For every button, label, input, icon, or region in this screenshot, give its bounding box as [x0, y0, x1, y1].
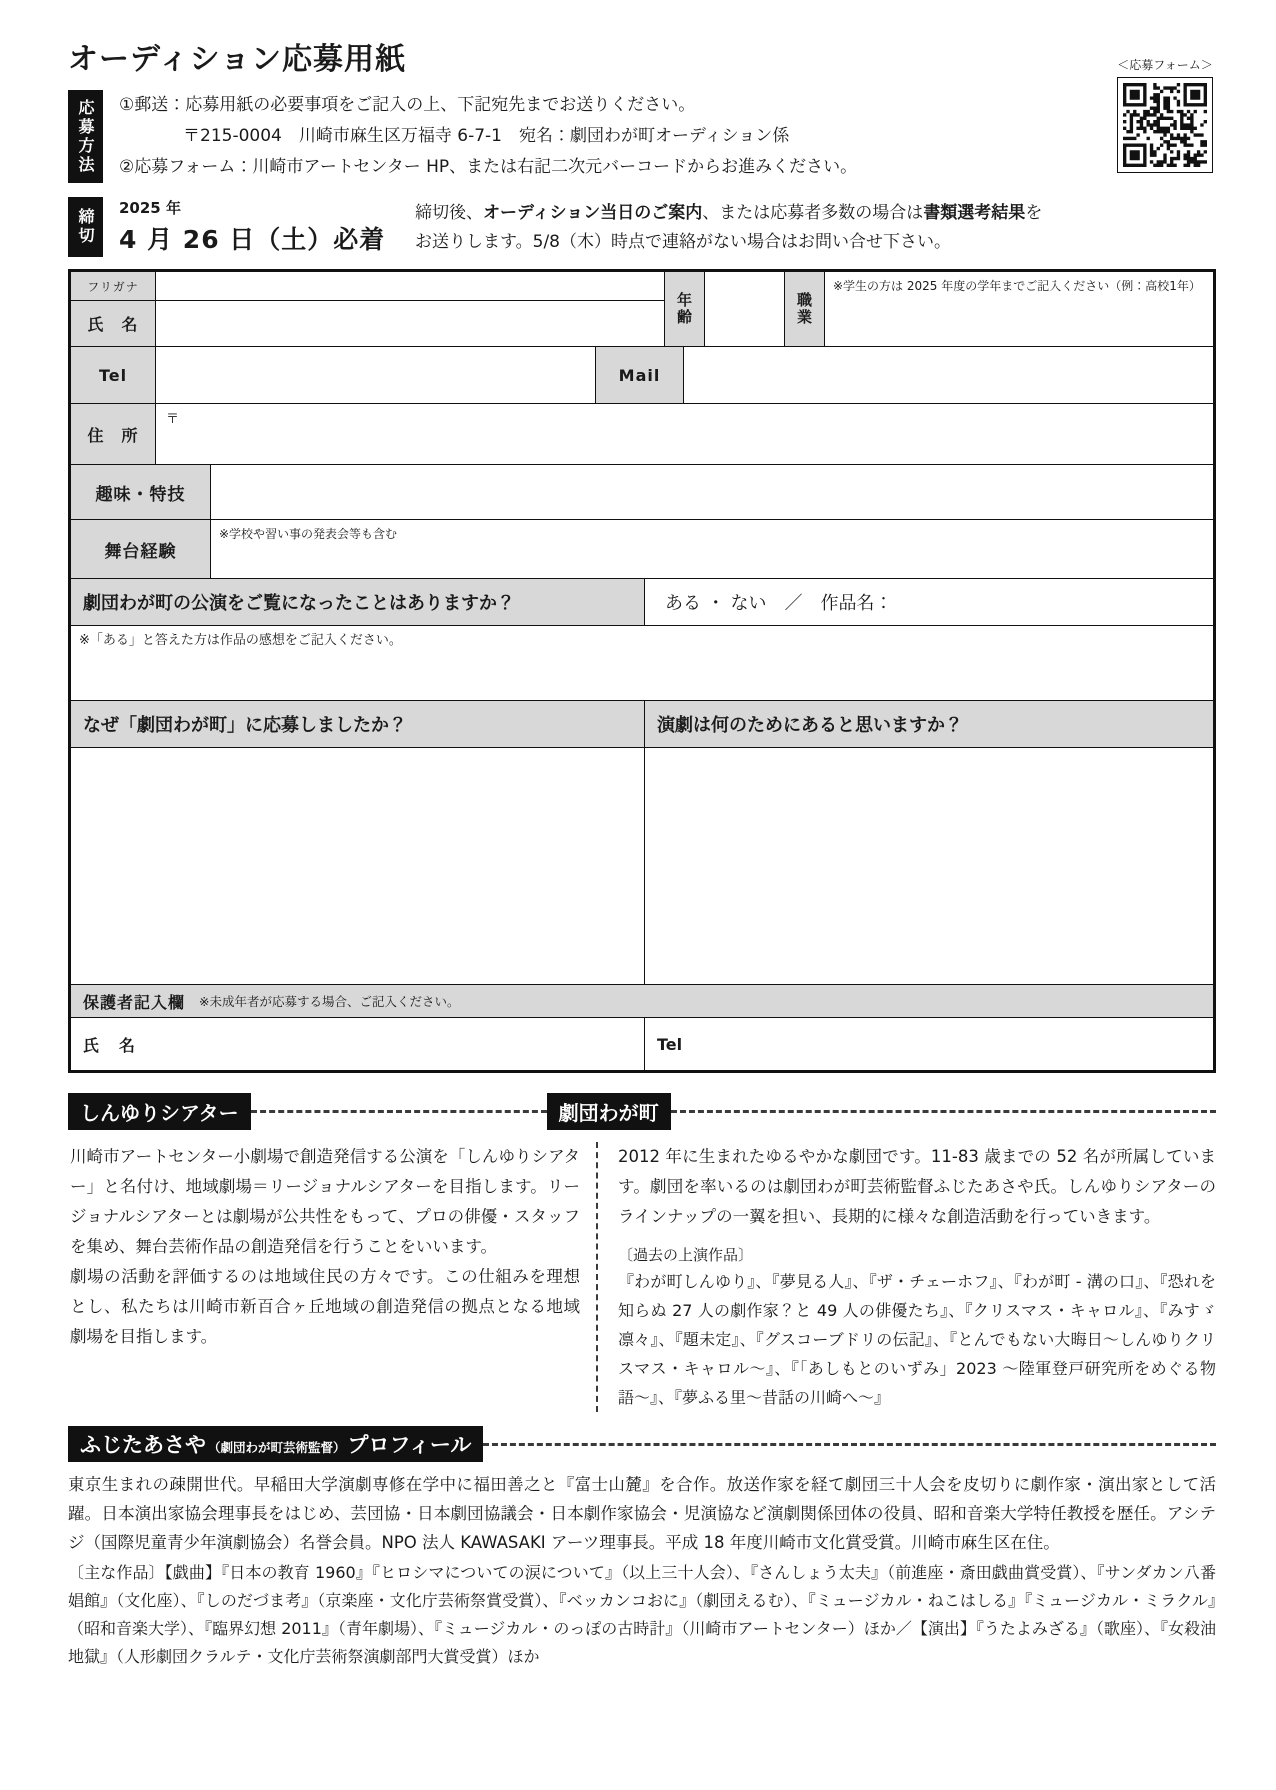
deadline-date-block	[119, 197, 415, 257]
dashed-line	[251, 1110, 547, 1113]
why-answer-area[interactable]	[71, 748, 645, 984]
stage-label: 舞台経験	[71, 520, 211, 578]
name-block	[71, 272, 665, 346]
deadline-note-post: を	[1025, 203, 1043, 223]
name-label: 氏 名	[71, 301, 156, 346]
wagamachi-column	[596, 1142, 1216, 1412]
mail-label: Mail	[596, 347, 684, 403]
deadline-note-line1	[415, 199, 1042, 228]
deadline-note-bold2: 書類選考結果	[923, 203, 1026, 223]
qr-frame	[1117, 77, 1213, 173]
qr-code-icon	[1123, 83, 1207, 167]
guardian-label: 保護者記入欄	[83, 992, 186, 1012]
tel-input-area[interactable]	[156, 347, 596, 403]
stage-note: ※学校や習い事の発表会等も含む	[219, 527, 398, 541]
row-guardian-header	[71, 985, 1213, 1018]
row-guardian-fields	[71, 1018, 1213, 1070]
theater-answer-area[interactable]	[645, 748, 1213, 984]
row-question-headers	[71, 701, 1213, 748]
dashed-line	[671, 1110, 1216, 1113]
shinyuri-body-2: 劇場の活動を評価するのは地域住民の方々です。この仕組みを理想とし、私たちは川崎市新百合ヶ丘地域の創造発信の拠点となる地域劇場を目指します。	[70, 1267, 580, 1346]
wagamachi-works-list: 『わが町しんゆり』、『夢見る人』、『ザ・チェーホフ』、『わが町 - 溝の口』、『恐れを知らぬ 27 人の劇作家？と 49 人の俳優たち』、『クリスマス・キャロル』、『みすゞ凛々』、『題未定』、『グスコーブドリの伝記』、『とんでもない大晦日〜しんゆりクリスマス・キャロル〜』、『「あしもとのいずみ」2023 〜陸軍登戸研究所をめぐる物語〜』、『夢ふる里〜昔話の川崎へ〜』	[618, 1272, 1216, 1407]
shinyuri-heading: しんゆりシアター	[68, 1093, 251, 1130]
stage-input-area[interactable]	[211, 520, 1213, 578]
deadline-date: 4 月 26 日（土）必着	[119, 225, 386, 254]
row-stage	[71, 520, 1213, 579]
shinyuri-body-1: 川崎市アートセンター小劇場で創造発信する公演を「しんゆりシアター」と名付け、地域劇場＝リージョナルシアターを目指します。リージョナルシアターとは劇場が公共性をもって、プロの俳優・スタッフを集め、舞台芸術作品の創造発信を行うことをいいます。	[70, 1147, 580, 1256]
profile-works: 〔主な作品〕【戯曲】『日本の教育 1960』『ヒロシマについての涙について』（以上三十人会）、『さんしょう太夫』（前進座・斎田戯曲賞受賞）、『サンダカン八番娼館』（文化座）、『しのだづま考』（京楽座・文化庁芸術祭賞受賞）、『ベッカンコおに』（劇団えるむ）、『ミュージカル・ねこはしる』『ミュージカル・ミラクル』（昭和音楽大学）、『臨界幻想 2011』（青年劇場）、『ミュージカル・のっぽの古時計』（川崎市アートセンター）ほか／【演出】『うたよみざる』（歌座）、『女殺油地獄』（人形劇団クラルテ・文化庁芸術祭演劇部門大賞受賞）ほか	[68, 1563, 1216, 1666]
wagamachi-works-heading: 〔過去の上演作品〕	[618, 1246, 754, 1264]
row-seen-note	[71, 626, 1213, 701]
furigana-subrow	[71, 272, 664, 301]
seen-answer-area[interactable]: ある ・ ない ／ 作品名：	[645, 579, 1213, 625]
application-method-tab: 応募方法	[68, 90, 103, 183]
row-address	[71, 404, 1213, 465]
shinyuri-column	[68, 1142, 580, 1412]
name-input-area[interactable]	[156, 301, 664, 346]
row-name	[71, 272, 1213, 347]
address-input-area[interactable]	[156, 404, 1213, 464]
dashed-line	[483, 1443, 1216, 1446]
wagamachi-body: 2012 年に生まれたゆるやかな劇団です。11-83 歳までの 52 名が所属しています。劇団を率いるのは劇団わが町芸術監督ふじたあさや氏。しんゆりシアターのラインナップの一翼を担い、長期的に様々な創造活動を行っていきます。	[618, 1147, 1216, 1226]
profile-body: 東京生まれの疎開世代。早稲田大学演劇専修在学中に福田善之と『富士山麓』を合作。放送作家を経て劇団三十人会を皮切りに劇作家・演出家として活躍。日本演出家協会理事長をはじめ、芸団協・日本劇団協議会・日本劇作家協会・児演協など演劇関係団体の役員、昭和音楽大学特任教授を歴任。アシテジ（国際児童青少年演劇協会）名誉会員。NPO 法人 KAWASAKI アーツ理事長。平成 18 年度川崎市文化賞受賞。川崎市麻生区在住。	[68, 1475, 1217, 1552]
profile-suffix: プロフィール	[347, 1433, 472, 1457]
page-title: オーディション応募用紙	[68, 42, 406, 77]
hobby-input-area[interactable]	[211, 465, 1213, 519]
seen-note: ※「ある」と答えた方は作品の感想をご記入ください。	[79, 633, 402, 648]
profile-heading-row	[68, 1426, 1216, 1462]
row-tel-mail	[71, 347, 1213, 404]
guardian-header	[71, 985, 460, 1017]
section-headings	[68, 1093, 1216, 1130]
deadline-note	[415, 197, 1042, 257]
guardian-name-area[interactable]: 氏 名	[71, 1018, 645, 1070]
wagamachi-heading: 劇団わが町	[547, 1093, 671, 1130]
profile-heading	[68, 1426, 483, 1462]
mail-input-area[interactable]	[684, 347, 1213, 403]
info-columns	[68, 1142, 1216, 1412]
deadline-note-mid: 、または応募者多数の場合は	[702, 203, 924, 223]
age-label: 年齢	[665, 272, 705, 346]
application-method-section	[68, 90, 1216, 183]
row-seen-question	[71, 579, 1213, 626]
occupation-label: 職業	[785, 272, 825, 346]
age-input-area[interactable]	[705, 272, 785, 346]
guardian-tel-area[interactable]: Tel	[645, 1018, 1213, 1070]
deadline-note-line2: お送りします。5/8（木）時点で連絡がない場合はお問い合せ下さい。	[415, 232, 951, 252]
profile-role: （劇団わが町芸術監督）	[208, 1440, 346, 1455]
deadline-year: 2025 年	[119, 199, 181, 217]
application-form-table	[68, 269, 1216, 1073]
deadline-note-bold1: オーディション当日のご案内	[483, 203, 703, 223]
occupation-input-area[interactable]	[825, 272, 1213, 346]
method-line-webform: ②応募フォーム：川崎市アートセンター HP、または右記二次元バーコードからお進みください。	[119, 157, 858, 177]
furigana-input-area[interactable]	[156, 272, 664, 300]
row-question-answers	[71, 748, 1213, 985]
qr-block	[1110, 56, 1220, 177]
seen-note-area[interactable]	[71, 626, 1213, 700]
deadline-note-pre: 締切後、	[415, 203, 483, 223]
why-question-label: なぜ「劇団わが町」に応募しましたか？	[71, 701, 645, 747]
theater-question-label: 演劇は何のためにあると思いますか？	[645, 701, 1213, 747]
deadline-tab: 締切	[68, 197, 103, 257]
method-line-address: 〒215-0004 川崎市麻生区万福寺 6-7-1 宛名：劇団わが町オーディション係	[183, 126, 790, 146]
seen-question-label: 劇団わが町の公演をご覧になったことはありますか？	[71, 579, 645, 625]
profile-name: ふじたあさや	[80, 1433, 206, 1457]
deadline-section	[68, 197, 1216, 257]
row-hobby	[71, 465, 1213, 520]
postal-mark: 〒	[166, 412, 180, 427]
method-line-mail: ①郵送：応募用紙の必要事項をご記入の上、下記宛先までお送りください。	[119, 95, 696, 115]
name-subrow	[71, 301, 664, 346]
hobby-label: 趣味・特技	[71, 465, 211, 519]
tel-label: Tel	[71, 347, 156, 403]
application-method-lines	[119, 90, 857, 183]
address-label: 住 所	[71, 404, 156, 464]
qr-label: ＜応募フォーム＞	[1117, 58, 1213, 72]
furigana-label: フリガナ	[71, 272, 156, 300]
student-note: ※学生の方は 2025 年度の学年までご記入ください（例：高校1年）	[833, 279, 1201, 293]
guardian-note: ※未成年者が応募する場合、ご記入ください。	[199, 994, 460, 1009]
